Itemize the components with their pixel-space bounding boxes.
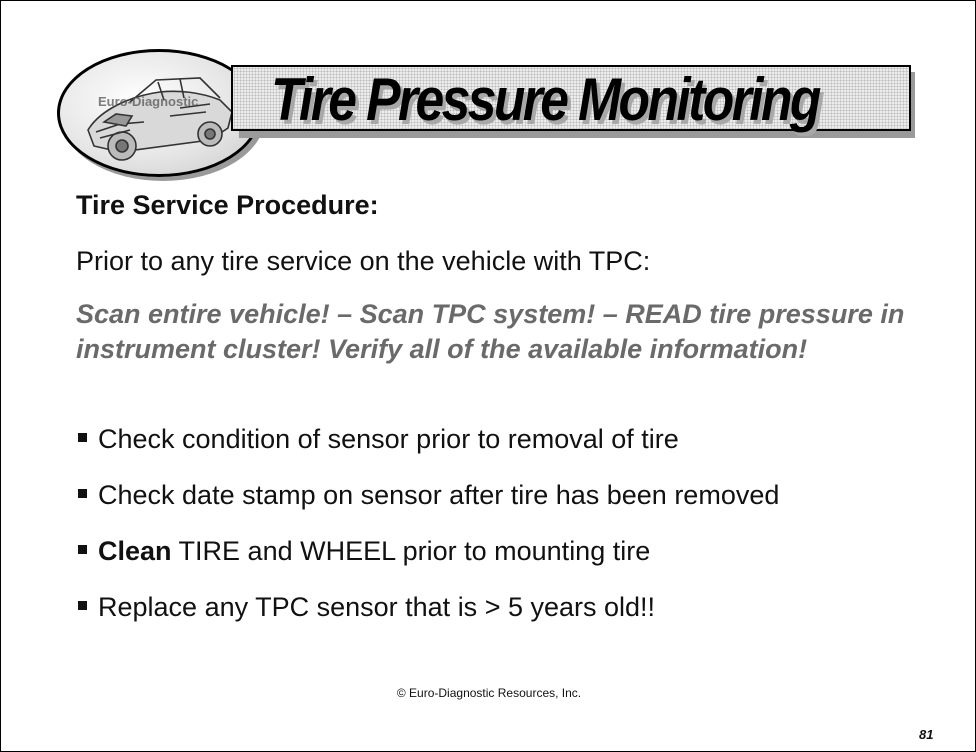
bullet-list bbox=[76, 421, 779, 645]
bullet-text: Check condition of sensor prior to removal of tire bbox=[98, 424, 679, 454]
list-item bbox=[76, 477, 779, 533]
page-title: Tire Pressure Monitoring bbox=[271, 66, 819, 133]
bullet-square-icon bbox=[78, 545, 87, 554]
bullet-square-icon bbox=[78, 489, 87, 498]
bullet-bold-text: Clean bbox=[98, 536, 172, 566]
logo-text: Euro-Diagnostic bbox=[98, 94, 199, 109]
bullet-square-icon bbox=[78, 433, 87, 442]
bullet-text: Check date stamp on sensor after tire has been removed bbox=[98, 480, 780, 510]
list-item bbox=[76, 533, 779, 589]
bullet-text: Replace any TPC sensor that is > 5 years old!! bbox=[98, 592, 656, 622]
bullet-square-icon bbox=[78, 601, 87, 610]
page-number: 81 bbox=[919, 727, 934, 742]
copyright-text: © Euro-Diagnostic Resources, Inc. bbox=[396, 686, 582, 700]
list-item bbox=[76, 589, 779, 645]
bullet-text: TIRE and WHEEL prior to mounting tire bbox=[171, 536, 651, 566]
intro-text: Prior to any tire service on the vehicle with TPC: bbox=[76, 246, 651, 276]
list-item bbox=[76, 421, 779, 477]
section-heading: Tire Service Procedure: bbox=[76, 190, 379, 220]
emphasis-text: Scan entire vehicle! – Scan TPC system! – READ tire pressure in instrument cluster! Verify all of the available information! bbox=[76, 299, 905, 364]
